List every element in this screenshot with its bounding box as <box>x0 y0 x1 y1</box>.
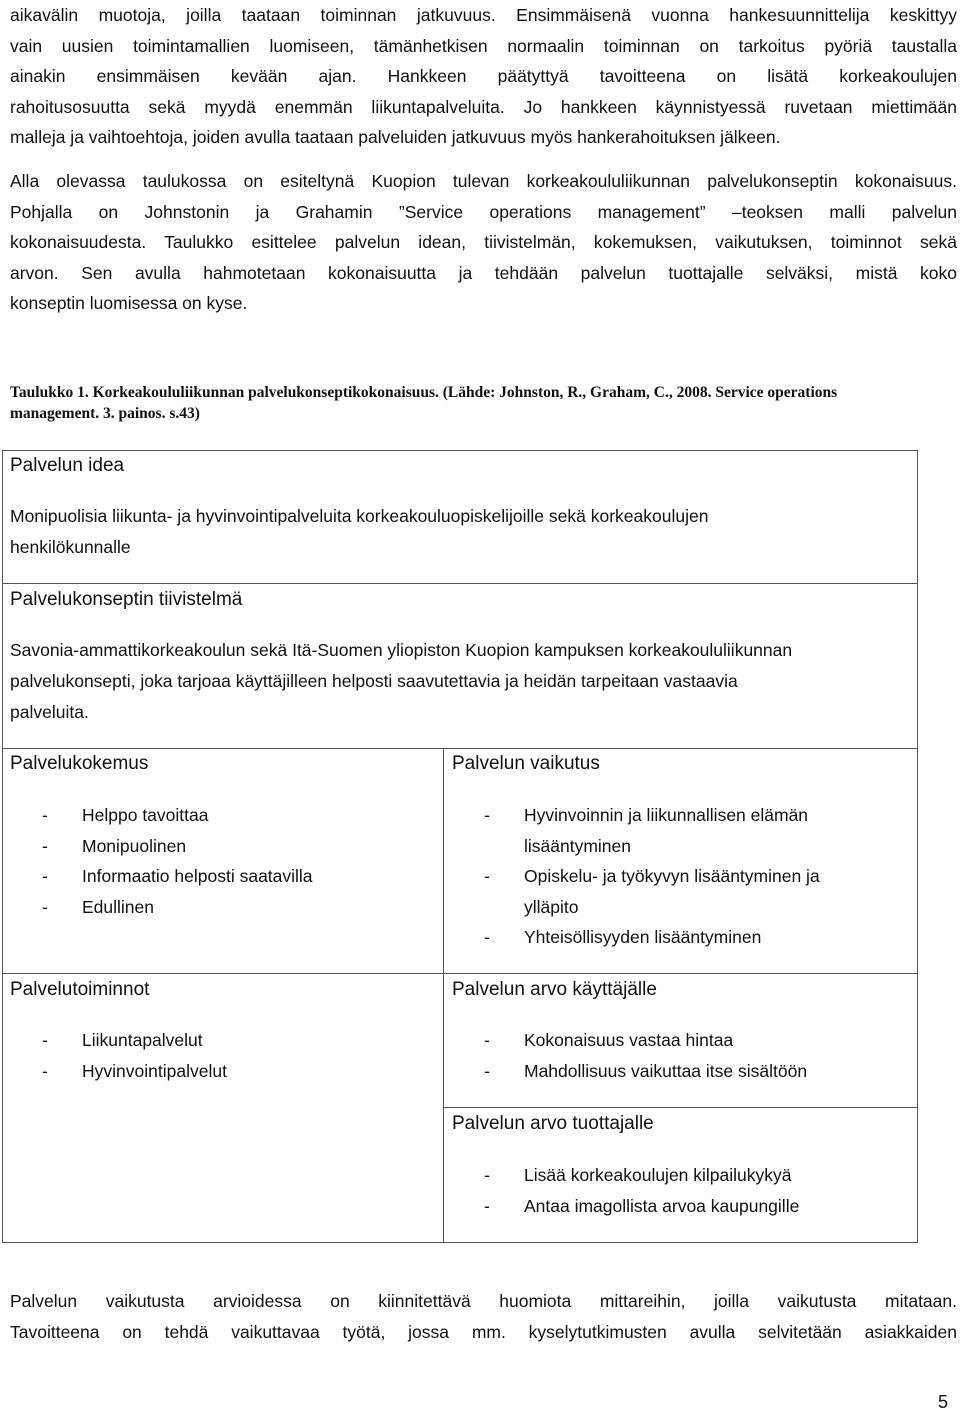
service-operations-cell <box>2 973 444 1243</box>
list-item-text: Lisää korkeakoulujen kilpailukykyä <box>524 1165 792 1185</box>
list-item <box>484 922 820 953</box>
list-item-text: Yhteisöllisyyden lisääntyminen <box>524 927 762 947</box>
list-dash: - <box>42 805 48 825</box>
operations-list <box>42 1025 227 1086</box>
page-number: 5 <box>937 1392 948 1412</box>
text-line: arvon. Sen avulla hahmotetaan kokonaisuutta ja tehdään palvelun tuottajalle selväksi, mistä koko <box>10 262 957 283</box>
idea-line: Monipuolisia liikunta- ja hyvinvointipalveluita korkeakouluopiskelijoille sekä korkeakoulujen <box>10 506 709 526</box>
idea-line: henkilökunnalle <box>10 537 131 557</box>
value-user-list <box>484 1025 807 1086</box>
list-dash: - <box>42 1060 48 1081</box>
list-item-text: Mahdollisuus vaikuttaa itse sisältöön <box>524 1060 808 1081</box>
list-item-text: ylläpito <box>524 896 579 917</box>
experience-list <box>42 800 313 922</box>
list-item <box>42 800 313 831</box>
list-dash: - <box>42 896 48 917</box>
text-line: Tavoitteena on tehdä vaikuttavaa työtä, jossa mm. kyselytutkimusten avulla selvitetään asiakkaiden <box>10 1321 957 1342</box>
experience-title: Palvelukokemus <box>10 753 149 774</box>
text-line: malleja ja vaihtoehtoja, joiden avulla taataan palveluiden jatkuvuus myös hankerahoituksen jälkeen. <box>10 127 781 147</box>
list-dash: - <box>484 866 490 886</box>
text-line: rahoitusosuutta sekä myydä enemmän liikuntapalveluita. Jo hankkeen käynnistyessä ruvetaan miettimään <box>10 96 957 117</box>
list-item-text: Monipuolinen <box>82 835 187 856</box>
list-item <box>484 1056 807 1087</box>
text-line: Palvelun vaikutusta arvioidessa on kiinnitettävä huomiota mittareihin, joilla vaikutusta mitataan. <box>10 1291 957 1311</box>
text-line: konseptin luomisessa on kyse. <box>10 293 248 313</box>
list-item-text: Antaa imagollista arvoa kaupungille <box>524 1195 800 1216</box>
summary-line: palvelukonsepti, joka tarjoaa käyttäjilleen helposti saavutettavia ja heidän tarpeitaan vastaavia <box>10 671 738 691</box>
list-dash: - <box>484 1165 490 1185</box>
impact-title: Palvelun vaikutus <box>452 753 600 774</box>
list-dash: - <box>484 1195 490 1216</box>
list-item <box>42 1056 227 1087</box>
list-item-text: Hyvinvointipalvelut <box>82 1060 227 1081</box>
list-item-text: Helppo tavoittaa <box>82 805 209 825</box>
idea-title: Palvelun idea <box>10 455 125 476</box>
text-line: Alla olevassa taulukossa on esiteltynä Kuopion tulevan korkeakoululiikunnan palvelukonseptin kokonaisuus. <box>10 171 957 191</box>
text-line: Pohjalla on Johnstonin ja Grahamin ”Service operations management” –teoksen malli palvelun <box>10 201 957 222</box>
text-line: aikavälin muotoja, joilla taataan toiminnan jatkuvuus. Ensimmäisenä vuonna hankesuunnittelija keskittyy <box>10 5 957 25</box>
value-user-title: Palvelun arvo käyttäjälle <box>452 979 657 1000</box>
list-item-text: Liikuntapalvelut <box>82 1030 203 1050</box>
text-line: kokonaisuudesta. Taulukko esittelee palvelun idean, tiivistelmän, kokemuksen, vaikutuksen, toiminnot sekä <box>10 232 957 252</box>
caption-line: Taulukko 1. Korkeakoululiikunnan palvelukonseptikokonaisuus. (Lähde: Johnston, R., Graham, C., 2008. Service operations <box>10 384 838 401</box>
text-line: vain uusien toimintamallien luomiseen, tämänhetkisen normaalin toiminnan on tarkoitus pyöriä taustalla <box>10 35 957 56</box>
text-line: ainakin ensimmäisen kevään ajan. Hankkeen päätyttyä tavoitteena on lisätä korkeakoulujen <box>10 66 957 86</box>
list-item <box>42 1025 227 1056</box>
list-dash: - <box>42 835 48 856</box>
list-item-text: lisääntyminen <box>524 835 631 856</box>
list-dash: - <box>42 866 48 886</box>
list-dash: - <box>484 805 490 825</box>
value-producer-list <box>484 1160 799 1221</box>
value-producer-title: Palvelun arvo tuottajalle <box>452 1113 654 1134</box>
intro-paragraph <box>10 0 957 153</box>
summary-line: Savonia-ammattikorkeakoulun sekä Itä-Suomen yliopiston Kuopion kampuksen korkeakoululiikunnan <box>10 640 793 660</box>
list-item-text: Opiskelu- ja työkyvyn lisääntyminen ja <box>524 866 820 886</box>
list-item <box>42 861 313 892</box>
list-item <box>484 1025 807 1056</box>
table-caption <box>10 382 957 424</box>
operations-title: Palvelutoiminnot <box>10 979 150 1000</box>
summary-line: palveluita. <box>10 702 89 722</box>
list-item-continuation <box>484 831 820 862</box>
summary-title: Palvelukonseptin tiivistelmä <box>10 589 243 610</box>
list-item <box>42 831 313 862</box>
list-item-text: Informaatio helposti saatavilla <box>82 866 313 886</box>
list-item-text: Hyvinvoinnin ja liikunnallisen elämän <box>524 805 809 825</box>
list-item <box>484 861 820 892</box>
list-dash: - <box>484 1060 490 1081</box>
list-item <box>484 800 820 831</box>
list-item <box>484 1191 799 1222</box>
list-dash: - <box>42 1030 48 1050</box>
concept-paragraph <box>10 166 957 319</box>
list-item-text: Kokonaisuus vastaa hintaa <box>524 1030 734 1050</box>
list-dash: - <box>484 1030 490 1050</box>
list-item-text: Edullinen <box>82 896 154 917</box>
list-item-continuation <box>484 892 820 923</box>
closing-paragraph <box>10 1286 957 1347</box>
list-dash: - <box>484 927 490 947</box>
list-item <box>42 892 313 923</box>
caption-line: management. 3. painos. s.43) <box>10 405 200 422</box>
list-item <box>484 1160 799 1191</box>
impact-list <box>484 800 820 953</box>
